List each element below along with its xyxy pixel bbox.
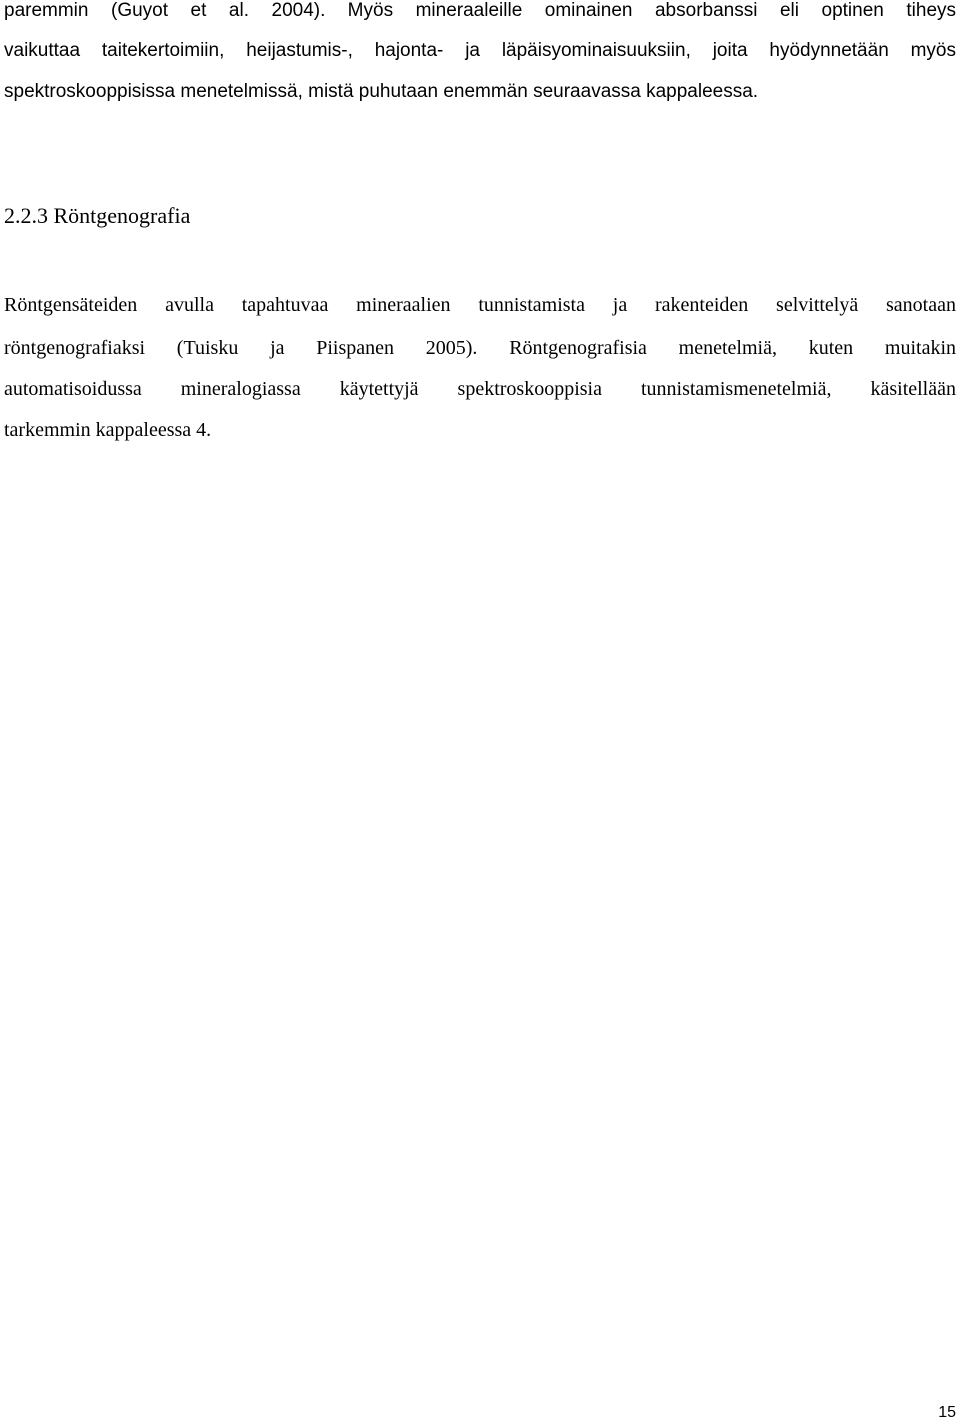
section-line-4: tarkemmin kappaleessa 4.: [4, 419, 212, 441]
section-line-2-a: röntgenografiaksi (Tuisku ja Piispanen 2005).: [4, 337, 478, 359]
section-line-1: Röntgensäteiden avulla tapahtuvaa mineraalien tunnistamista ja rakenteiden selvittelyä sanotaan: [4, 294, 956, 316]
section-line-3: automatisoidussa mineralogiassa käytettyjä spektroskooppisia tunnistamismenetelmiä, käsitellään: [4, 378, 956, 400]
intro-line-1: [4, 0, 956, 23]
intro-line-1-b: Myös mineraaleille ominainen absorbanssi eli optinen tiheys: [347, 0, 957, 21]
page-number: 15: [938, 1404, 956, 1421]
section-heading: 2.2.3 Röntgenografia: [4, 203, 191, 228]
intro-line-1-a: paremmin (Guyot et al. 2004).: [4, 0, 326, 21]
intro-line-2: vaikuttaa taitekertoimiin, heijastumis-, hajonta- ja läpäisyominaisuuksiin, joita hyödynnetään myös: [4, 40, 956, 61]
intro-line-3: spektroskooppisissa menetelmissä, mistä puhutaan enemmän seuraavassa kappaleessa.: [4, 81, 759, 102]
section-line-2-b: Röntgenografisia menetelmiä, kuten muitakin: [509, 337, 956, 359]
section-line-2: [4, 336, 956, 360]
